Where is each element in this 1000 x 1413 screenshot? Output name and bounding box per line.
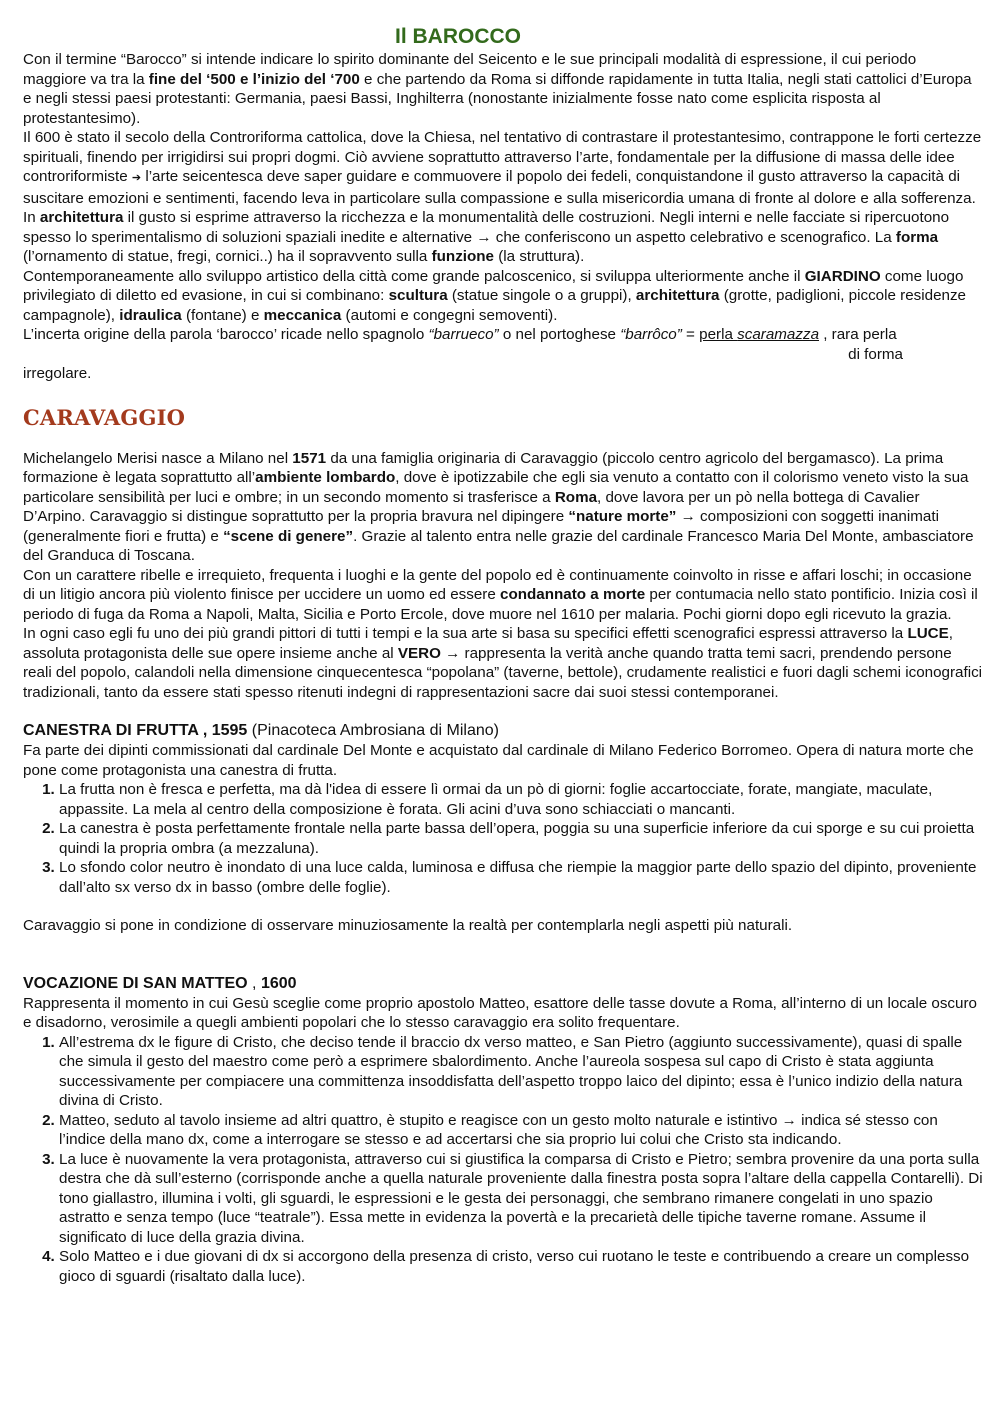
- arrow-icon: →: [476, 228, 492, 246]
- list-item: 2. Matteo, seduto al tavolo insieme ad altri quattro, è stupito e reagisce con un gesto molto naturale e istintivo → indica sé stesso con l’indice della mano dx, come a interrogare se stesso e ad accertarsi che sia proprio lui colui che Cristo sta indicando.: [59, 1111, 983, 1150]
- barocco-paragraph-5: L’incerta origine della parola ‘barocco’ ricade nello spagnolo “barrueco” o nel portoghese “barrôco” = perla scaramazza , rara perla: [23, 326, 897, 343]
- barocco-paragraph-1: Con il termine “Barocco” si intende indicare lo spirito dominante del Seicento e le sue principali modalità di espressione, il cui periodo maggiore va tra la fine del ‘500 e l’inizio del ‘700 e che partendo da Roma si diffonde rapidamente in tutta Italia, negli stati cattolici d’Europa e negli stessi paesi protestanti: Germania, paesi Bassi, Inghilterra (nonostante inizialmente fosse nato come esplicita risposta al protestantesimo).: [23, 51, 972, 127]
- list-item: 4. Solo Matteo e i due giovani di dx si accorgono della presenza di cristo, verso cui ruotano le teste e contribuendo a creare un complesso gioco di sguardi (risaltato dalla luce).: [59, 1247, 983, 1286]
- list-item: 3. Lo sfondo color neutro è inondato di una luce calda, luminosa e diffusa che riempie la maggior parte dello spazio del dipinto, proveniente dall’alto sx verso dx in basso (ombre delle foglie).: [59, 858, 983, 897]
- barocco-paragraph-5-end: irregolare.: [23, 365, 92, 382]
- barocco-paragraph-2: Il 600 è stato il secolo della Controriforma cattolica, dove la Chiesa, nel tentativo di contrastare il protestantesimo, contrappone le forti certezze spirituali, finendo per irrigidirsi sui propri dogmi. Ciò avviene soprattutto attraverso l’arte, fondamentale per la diffusione di massa delle idee controriformiste ➔ l’arte seicentesca deve saper guidare e commuovere il popolo dei fedeli, conquistandone il gusto attraverso la capacità di suscitare emozioni e sentimenti, facendo leva in particolare sulla compassione e sulla misericordia umana di fronte al dolore e alla sofferenza.: [23, 129, 982, 207]
- vocazione-intro: Rappresenta il momento in cui Gesù sceglie come proprio apostolo Matteo, esattore delle tasse dovute a Roma, all’interno di un locale oscuro e disadorno, verosimile a quegli ambienti popolari che lo stesso caravaggio era solito frequentare.: [23, 994, 977, 1032]
- vocazione-list: [23, 1033, 983, 1287]
- barocco-paragraph-5-continued: di forma: [848, 345, 903, 363]
- list-item: 2. La canestra è posta perfettamente frontale nella parte bassa dell’opera, poggia su una superficie inferiore da cui sporge e su cui proietta quindi la propria ombra (a mezzaluna).: [59, 819, 983, 858]
- list-item: 1. All’estrema dx le figure di Cristo, che deciso tende il braccio dx verso matteo, e San Pietro (aggiunto successivamente), quasi di spalle che simula il gesto del maestro come però a esprimere sbalordimento. Anche l’aureola sospesa sul capo di Cristo è stata aggiunta successivamente per compiacere una committenza insoddisfatta dell’aspetto troppo laico del dipinto; essa è l’unico indizio della natura divina di Cristo.: [59, 1033, 983, 1111]
- caravaggio-paragraph-3: In ogni caso egli fu uno dei più grandi pittori di tutti i tempi e la sua arte si basa su specifici effetti scenografici espressi attraverso la LUCE, assoluta protagonista delle sue opere insieme anche al VERO → rappresenta la verità anche quando tratta temi sacri, prendendo persone reali del popolo, calandoli nella dimensione cinquecentesca “popolana” (taverne, bettole), crudamente realistici e fuori dagli schemi iconografici tradizionali, tanto da essere stati spesso ritenuti indegni di rappresentazioni sacre dai suoi stessi contemporanei.: [23, 625, 983, 701]
- spacer: [23, 702, 983, 721]
- canestra-intro: Fa parte dei dipinti commissionati dal cardinale Del Monte e acquistato dal cardinale di Milano Federico Borromeo. Opera di natura morte che pone come protagonista una canestra di frutta.: [23, 742, 974, 779]
- canestra-closing: Caravaggio si pone in condizione di osservare minuziosamente la realtà per contemplarla negli aspetti più naturali.: [23, 917, 793, 935]
- canestra-heading: CANESTRA DI FRUTTA , 1595 (Pinacoteca Ambrosiana di Milano): [23, 722, 500, 740]
- list-item: 3. La luce è nuovamente la vera protagonista, attraverso cui si giustifica la comparsa di Cristo e Pietro; sembra provenire da una porta sulla destra che dà sull’esterno (corrisponde anche a quella naturale proveniente dalla finestra posta sopra l’altare della cappella Contarelli). Di tono giallastro, illumina i volti, gli sguardi, le espressioni e le gesta dei personaggi, che sembrano rimanere congelati in uno spazio astratto e senza tempo (luce “teatrale”). Essa mette in evidenza la povertà e la precarietà delle tipiche taverne romane. Assume il significato di luce della grazia divina.: [59, 1150, 983, 1248]
- arrow-icon: ➔: [131, 172, 142, 184]
- caravaggio-paragraph-2: Con un carattere ribelle e irrequieto, frequenta i luoghi e la gente del popolo ed è continuamente coinvolto in risse e affari loschi; in occasione di un litigio ancora più violento finisce per uccidere un uomo ed essere condannato a morte per contumacia nello stato pontificio. Inizia così il periodo di fuga da Roma a Napoli, Malta, Sicilia e Porto Ercole, dove muore nel 1610 per malaria. Pochi giorni dopo egli ricevuto la grazia.: [23, 566, 978, 623]
- barocco-paragraph-4: Contemporaneamente allo sviluppo artistico della città come grande palcoscenico, si sviluppa ulteriormente anche il GIARDINO come luogo privilegiato di diletto ed evasione, in cui si combinano: scultura (statue singole o a gruppi), architettura (grotte, padiglioni, piccole residenze campagnole), idraulica (fontane) e meccanica (automi e congegni semoventi).: [23, 267, 966, 324]
- spacer: [23, 897, 983, 916]
- page-title: Il BAROCCO: [395, 25, 521, 48]
- vocazione-heading: VOCAZIONE DI SAN MATTEO , 1600: [23, 974, 297, 992]
- list-item: 1. La frutta non è fresca e perfetta, ma dà l'idea di essere lì ormai da un pò di giorni: foglie accartocciate, forate, mangiate, maculate, appassite. La mela al centro della composizione è forata. Gli acini d’uva sono schiacciati o mancanti.: [59, 780, 983, 819]
- barocco-paragraph-3: In architettura il gusto si esprime attraverso la ricchezza e la monumentalità delle costruzioni. Negli interni e nelle facciate si ripercuotono spesso lo sperimentalismo di soluzioni spaziali inedite e alternative → che conferiscono un aspetto celebrativo e scenografico. La forma (l’ornamento di statue, fregi, cornici..) ha il sopravvento sulla funzione (la struttura).: [23, 209, 950, 265]
- spacer: [23, 936, 983, 974]
- caravaggio-heading: CARAVAGGIO: [23, 404, 186, 430]
- document-page: [23, 24, 983, 1286]
- caravaggio-paragraph-1: Michelangelo Merisi nasce a Milano nel 1571 da una famiglia originaria di Caravaggio (piccolo centro agricolo del bergamasco). La prima formazione è legata soprattutto all’ambiente lombardo, dove è ipotizzabile che egli sia venuto a contatto con il colorismo veneto visto la sua particolare sensibilità per luci e ombre; in un secondo momento si trasferisce a Roma, dove lavora per un pò nella bottega di Cavalier D’Arpino. Caravaggio si distingue soprattutto per la propria bravura nel dipingere “nature morte” → composizioni con soggetti inanimati (generalmente fiori e frutta) e “scene di genere”. Grazie al talento entra nelle grazie del cardinale Francesco Maria Del Monte, ambasciatore del Granduca di Toscana.: [23, 449, 974, 565]
- canestra-list: [23, 780, 983, 897]
